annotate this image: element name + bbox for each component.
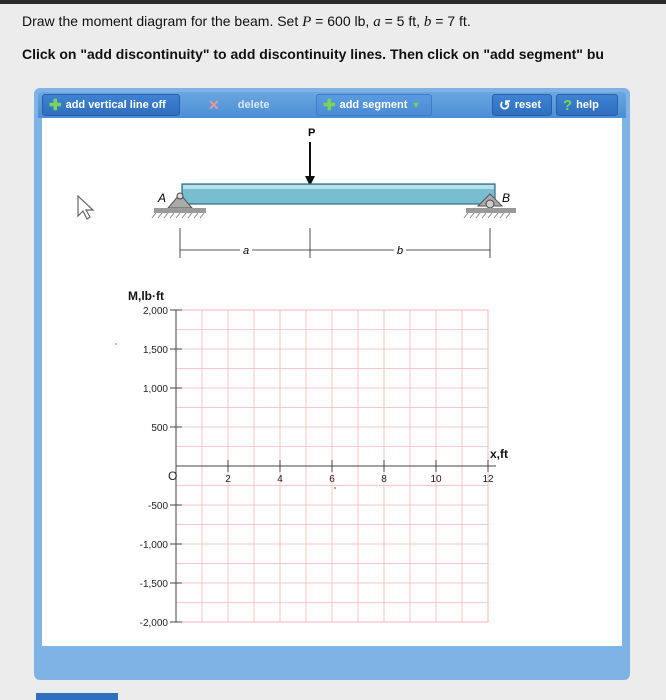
origin-label: O — [168, 469, 178, 483]
x-tick-label: 2 — [225, 474, 231, 485]
x-tick-label: 12 — [482, 474, 494, 485]
dim-b-label: b — [397, 245, 404, 257]
x-axis-label: x,ft — [490, 447, 508, 461]
y-tick-label: 500 — [151, 423, 168, 434]
x-tick-label: 10 — [430, 474, 442, 485]
ground-a — [154, 208, 206, 213]
y-tick-label: -1,500 — [139, 579, 168, 590]
reset-label: reset — [514, 99, 542, 111]
problem-statement — [22, 13, 471, 31]
ground-hatch-a — [152, 213, 204, 218]
add-vertical-line-button[interactable] — [42, 94, 180, 116]
grid-dot — [115, 343, 117, 345]
b-value: = 7 — [431, 13, 460, 29]
load-label: P — [308, 127, 316, 139]
x-tick-label: 6 — [329, 474, 335, 485]
period: . — [466, 13, 471, 29]
y-tick-label: 2,000 — [142, 306, 168, 317]
sep: , — [365, 13, 374, 29]
drawing-canvas[interactable] — [42, 118, 622, 646]
y-tick-label: 1,000 — [142, 384, 168, 395]
add-vertical-label: add vertical line off — [65, 99, 166, 111]
ground-b — [466, 208, 516, 213]
dim-a-label: a — [243, 245, 250, 257]
bottom-tab[interactable] — [36, 693, 118, 700]
y-axis-label: M,lb·ft — [128, 289, 164, 303]
b-unit: ft — [459, 13, 467, 29]
top-border — [0, 0, 666, 4]
delete-button[interactable] — [202, 94, 284, 116]
a-value: = 5 — [380, 13, 409, 29]
help-label: help — [576, 99, 599, 111]
moment-chart — [115, 289, 508, 629]
reset-button[interactable] — [492, 94, 552, 116]
x-tick-label: 4 — [277, 474, 283, 485]
y-tick-label: -1,000 — [139, 540, 168, 551]
y-tick-label: -2,000 — [139, 618, 168, 629]
grid-dot — [334, 487, 336, 489]
ground-hatch-b — [464, 213, 510, 218]
x-icon: ✕ — [208, 96, 220, 113]
y-tick-label: -500 — [147, 501, 168, 512]
canvas-svg[interactable] — [42, 118, 622, 646]
instructions: Click on "add discontinuity" to add discontinuity lines. Then click on "add segment" bu — [22, 46, 604, 62]
add-segment-label: add segment — [339, 99, 408, 111]
p-value: = 600 — [311, 13, 355, 29]
x-tick-label: 8 — [381, 474, 387, 485]
statement-prefix: Draw the moment diagram for the beam. Set — [22, 13, 303, 29]
var-b: b — [423, 14, 432, 30]
beam-diagram — [152, 127, 516, 258]
question-icon: ? — [563, 96, 573, 114]
var-p: P — [302, 14, 312, 30]
plus-icon: ✚ — [323, 96, 336, 114]
roller-b — [486, 200, 494, 208]
beam-highlight — [183, 185, 494, 189]
help-button[interactable] — [556, 94, 618, 116]
support-a-label: A — [158, 191, 167, 205]
caret-down-icon: ▼ — [411, 100, 421, 110]
delete-label: delete — [237, 99, 270, 111]
toolbar — [38, 92, 626, 118]
axes — [176, 310, 496, 622]
support-b-label: B — [502, 191, 511, 205]
p-unit: lb — [354, 13, 366, 29]
var-a: a — [373, 14, 381, 30]
ticks — [140, 306, 494, 629]
a-unit: ft — [408, 13, 417, 29]
cursor-icon — [78, 196, 93, 219]
plus-icon: ✚ — [49, 96, 62, 114]
pin-a — [177, 193, 183, 199]
reset-icon: ↺ — [499, 96, 511, 113]
sep: , — [416, 13, 424, 29]
add-segment-button[interactable] — [316, 94, 432, 116]
y-tick-label: 1,500 — [142, 345, 168, 356]
